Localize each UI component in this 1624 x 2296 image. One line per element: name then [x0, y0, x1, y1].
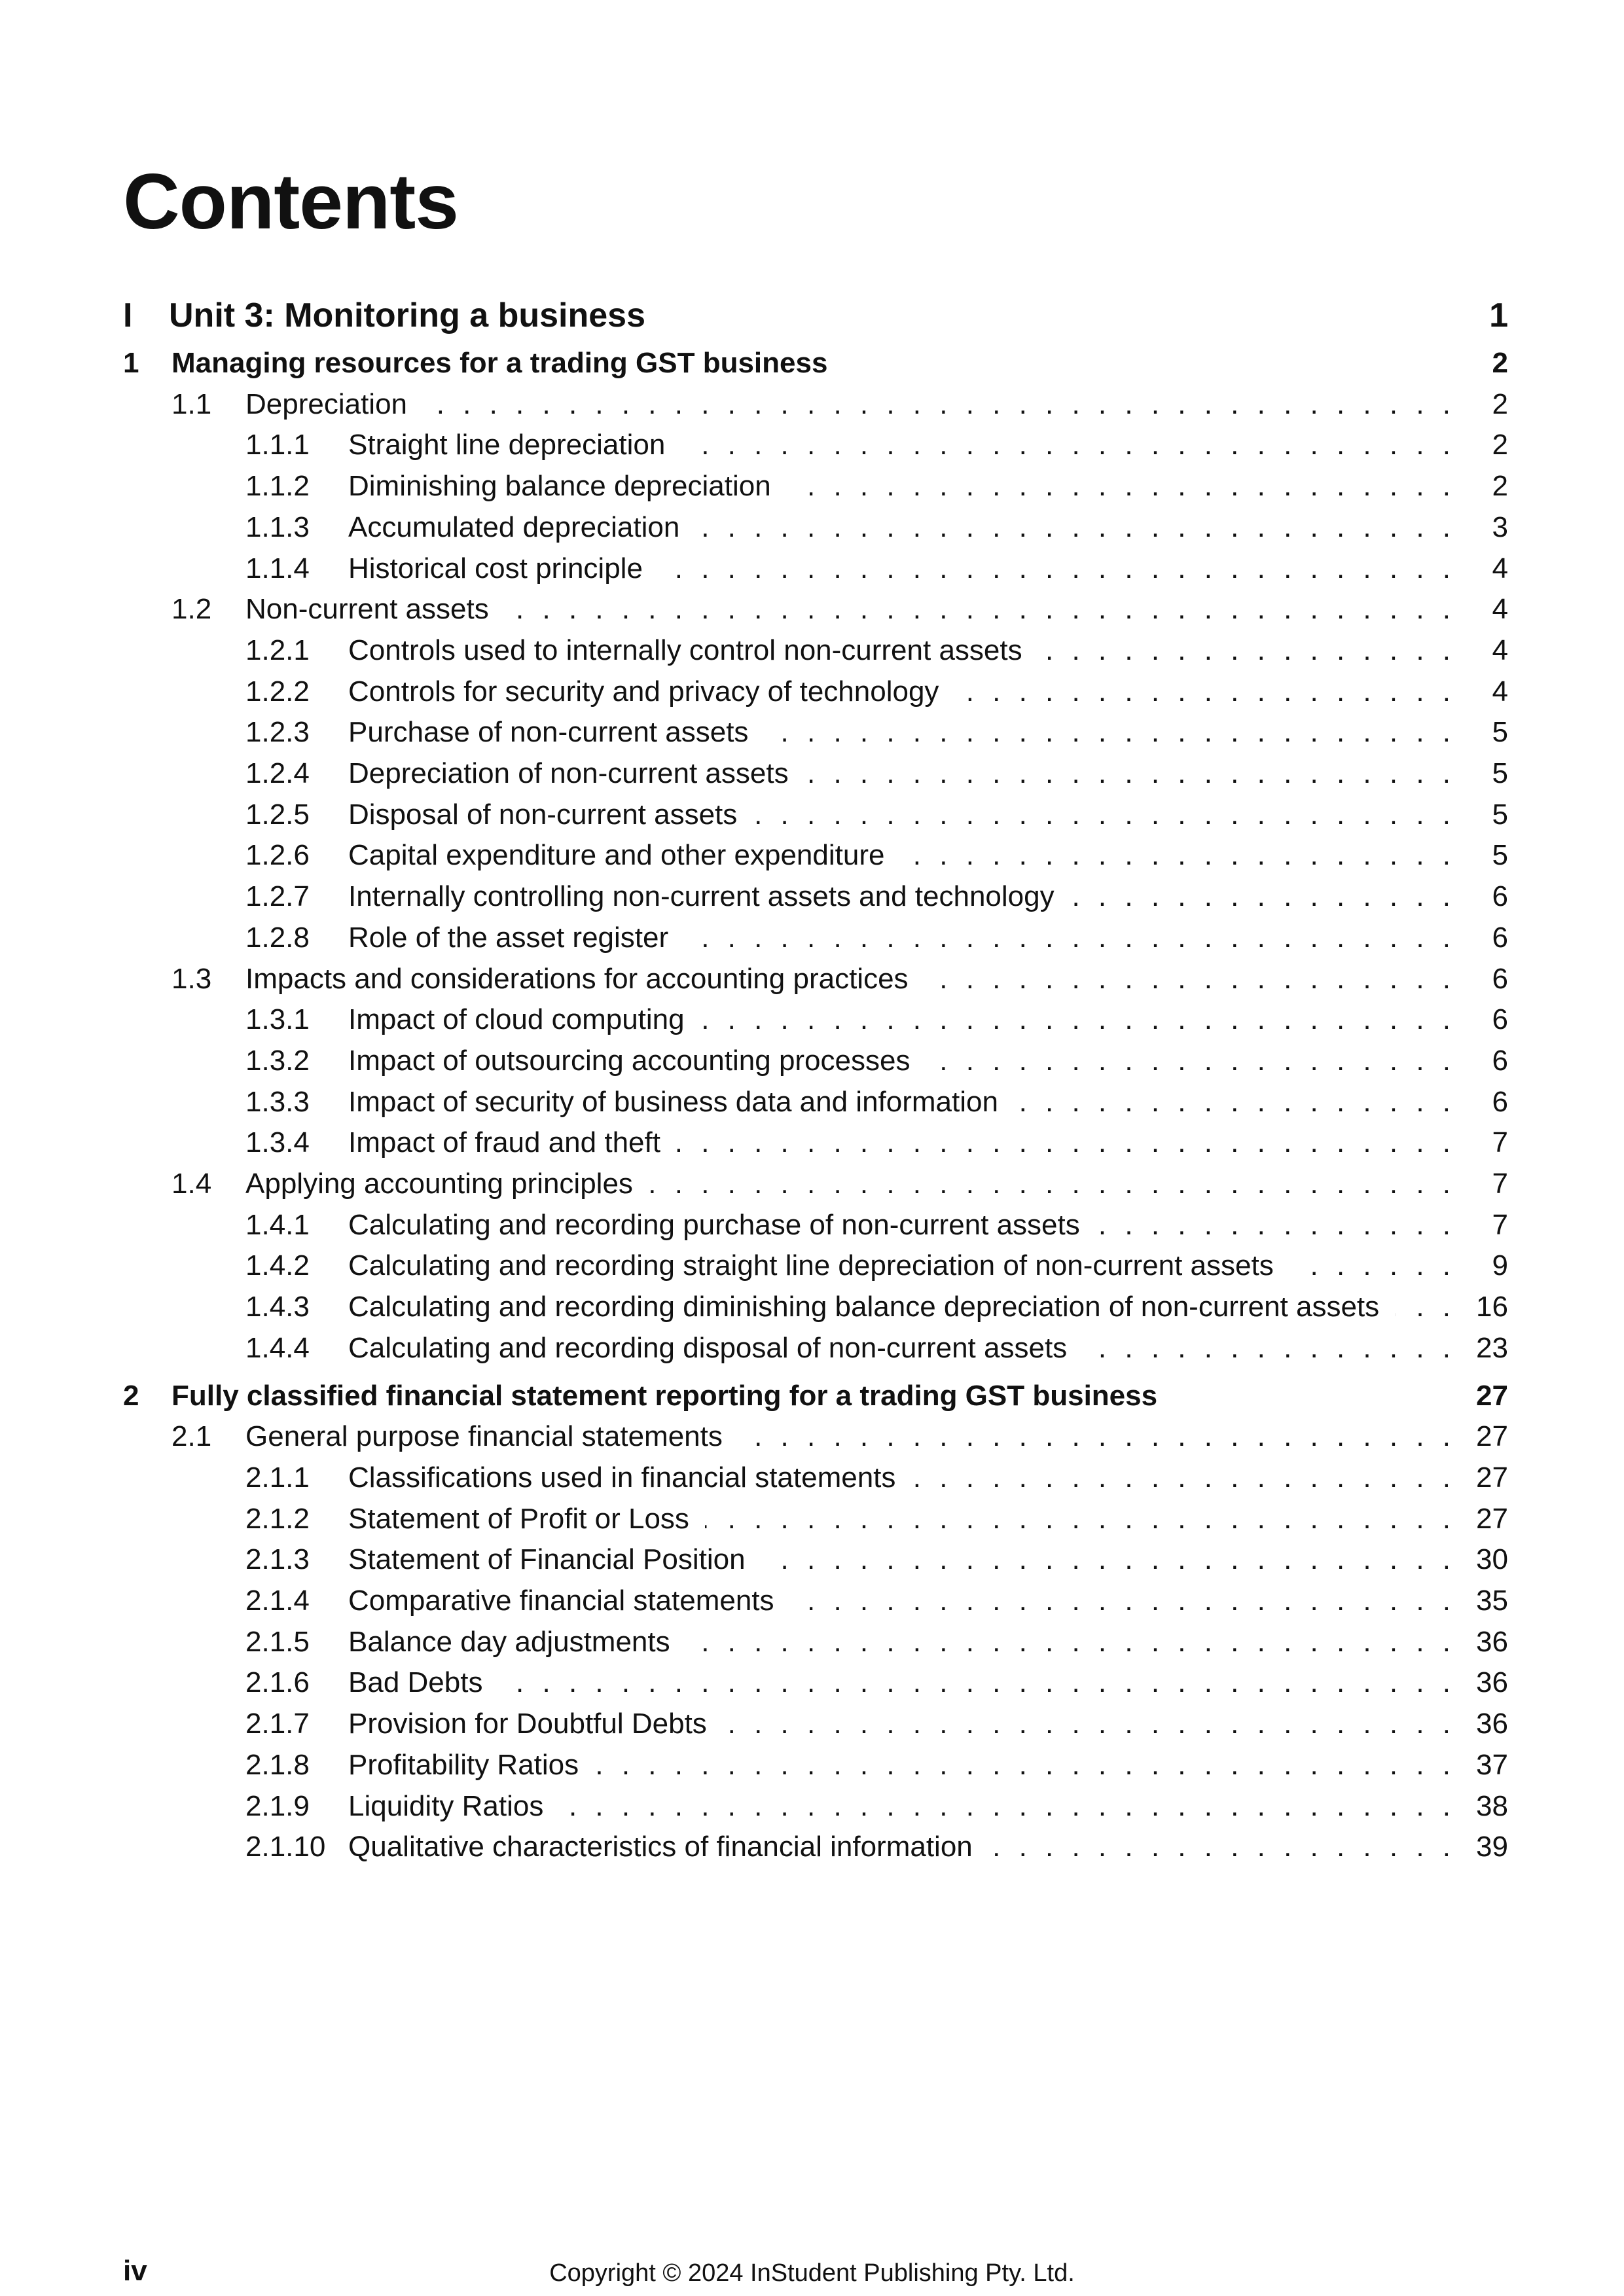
toc-entry-title: Impact of fraud and theft	[348, 1126, 660, 1159]
toc-subsection-entry[interactable]	[0, 503, 1624, 545]
toc-entry-number: 1.3.2	[245, 1044, 310, 1077]
dot-leader	[1096, 1211, 1456, 1240]
dot-leader	[684, 924, 1456, 952]
toc-entry-page: 39	[1476, 1831, 1508, 1863]
toc-subsection-entry[interactable]	[0, 791, 1624, 832]
toc-entry-number: 1.1.3	[245, 511, 310, 543]
toc-entry-page: 16	[1476, 1291, 1508, 1323]
toc-entry-page: 6	[1492, 1003, 1508, 1036]
toc-subsection-entry[interactable]	[0, 1618, 1624, 1659]
toc-entry-page: 38	[1476, 1789, 1508, 1822]
dot-leader	[1395, 1293, 1456, 1321]
toc-entry-title: Fully classified financial statement reporting for a trading GST business	[171, 1379, 1158, 1412]
toc-entry-number: 2.1.8	[245, 1748, 310, 1781]
dot-leader	[738, 1422, 1456, 1451]
toc-entry-page: 5	[1492, 757, 1508, 789]
toc-subsection-entry[interactable]	[0, 996, 1624, 1037]
toc-entry-title: Depreciation of non-current assets	[348, 757, 789, 789]
toc-subsection-entry[interactable]	[0, 1535, 1624, 1577]
toc-entry-title: Historical cost principle	[348, 552, 643, 584]
toc-subsection-entry[interactable]	[0, 421, 1624, 462]
dot-leader	[761, 1545, 1456, 1574]
dot-leader	[926, 1047, 1456, 1075]
toc-section-entry[interactable]	[0, 380, 1624, 422]
toc-entry-page: 5	[1492, 798, 1508, 831]
toc-entry-page: 2	[1492, 429, 1508, 461]
dot-leader	[764, 718, 1456, 747]
toc-entry-page: 36	[1476, 1708, 1508, 1740]
toc-subsection-entry[interactable]	[0, 1201, 1624, 1242]
dot-leader	[723, 1710, 1456, 1738]
toc-subsection-entry[interactable]	[0, 1078, 1624, 1119]
toc-section-entry[interactable]	[0, 1160, 1624, 1201]
toc-entry-page: 7	[1492, 1126, 1508, 1159]
toc-entry-title: Controls for security and privacy of technology	[348, 675, 939, 708]
toc-entry-number: 1.4.1	[245, 1208, 310, 1241]
toc-entry-title: Provision for Doubtful Debts	[348, 1708, 707, 1740]
toc-entry-title: Applying accounting principles	[245, 1168, 633, 1200]
toc-entry-number: 2.1	[171, 1420, 212, 1453]
toc-entry-number: 2.1.4	[245, 1585, 310, 1617]
toc-entry-page: 5	[1492, 716, 1508, 749]
toc-subsection-entry[interactable]	[0, 749, 1624, 791]
toc-entry-number: 1.2.4	[245, 757, 310, 789]
toc-entry-title: Role of the asset register	[348, 921, 669, 954]
toc-chapter-entry[interactable]	[0, 1372, 1624, 1413]
dot-leader	[594, 1751, 1456, 1780]
toc-entry-page: 30	[1476, 1543, 1508, 1576]
toc-subsection-entry[interactable]	[0, 914, 1624, 955]
toc-entry-page: 2	[1492, 347, 1508, 379]
toc-entry-number: 1.4.3	[245, 1291, 310, 1323]
toc-entry-page: 4	[1492, 675, 1508, 708]
toc-entry-page: 5	[1492, 839, 1508, 872]
toc-entry-page: 3	[1492, 511, 1508, 543]
dot-leader	[559, 1792, 1456, 1821]
toc-entry-page: 37	[1476, 1748, 1508, 1781]
dot-leader	[423, 390, 1456, 419]
dot-leader	[676, 1128, 1456, 1157]
toc-entry-page: 27	[1476, 1502, 1508, 1535]
toc-entry-number: 2.1.3	[245, 1543, 310, 1576]
dot-leader	[505, 595, 1456, 624]
dot-leader	[695, 513, 1456, 542]
toc-entry-title: Statement of Financial Position	[348, 1543, 746, 1576]
toc-subsection-entry[interactable]	[0, 462, 1624, 503]
toc-subsection-entry[interactable]	[0, 1454, 1624, 1495]
toc-entry-title: Profitability Ratios	[348, 1748, 579, 1781]
toc-subsection-entry[interactable]	[0, 1037, 1624, 1078]
toc-entry-page: 7	[1492, 1208, 1508, 1241]
dot-leader	[753, 800, 1456, 829]
toc-entry-number: 2.1.2	[245, 1502, 310, 1535]
toc-entry-title: Internally controlling non-current assets and technology	[348, 880, 1055, 913]
toc-subsection-entry[interactable]	[0, 1324, 1624, 1365]
toc-entry-number: 1.2.7	[245, 880, 310, 913]
toc-entry-title: Non-current assets	[245, 593, 489, 626]
toc-part-heading[interactable]	[0, 289, 1624, 335]
toc-entry-title: Controls used to internally control non-current assets	[348, 634, 1022, 666]
toc-entry-page: 2	[1492, 387, 1508, 420]
toc-chapter-entry[interactable]	[0, 339, 1624, 380]
toc-subsection-entry[interactable]	[0, 1659, 1624, 1700]
copyright-notice: Copyright © 2024 InStudent Publishing Pty. Ltd.	[549, 2259, 1075, 2287]
toc-entry-number: 1	[123, 347, 139, 379]
toc-entry-number: 2	[123, 1379, 139, 1412]
toc-entry-title: Depreciation	[245, 387, 408, 420]
toc-entry-number: 1.3	[171, 962, 212, 995]
page-title: Contents	[123, 158, 458, 245]
dot-leader	[900, 841, 1456, 870]
toc-subsection-entry[interactable]	[0, 708, 1624, 749]
toc-subsection-entry[interactable]	[0, 872, 1624, 914]
toc-entry-title: Impacts and considerations for accounting practices	[245, 962, 909, 995]
toc-entry-title: Purchase of non-current assets	[348, 716, 749, 749]
toc-entry-number: 1.3.1	[245, 1003, 310, 1036]
dot-leader	[1083, 1334, 1456, 1363]
dot-leader	[681, 431, 1456, 459]
toc-entry-title: Accumulated depreciation	[348, 511, 680, 543]
toc-entry-number: 1.1	[171, 387, 212, 420]
toc-subsection-entry[interactable]	[0, 1577, 1624, 1618]
toc-entry-number: 2.1.5	[245, 1625, 310, 1658]
toc-entry-page: 6	[1492, 921, 1508, 954]
toc-subsection-entry[interactable]	[0, 1119, 1624, 1160]
toc-entry-page: 27	[1476, 1379, 1508, 1412]
toc-entry-page: 23	[1476, 1331, 1508, 1364]
toc-entry-page: 4	[1492, 552, 1508, 584]
toc-subsection-entry[interactable]	[0, 1823, 1624, 1864]
page-folio: iv	[123, 2255, 147, 2287]
toc-entry-number: 2.1.9	[245, 1789, 310, 1822]
dot-leader	[1290, 1251, 1456, 1280]
page-footer	[0, 2248, 1624, 2287]
toc-entry-title: Straight line depreciation	[348, 429, 666, 461]
toc-entry-number: 2.1.10	[245, 1831, 326, 1863]
toc-entry-page: 35	[1476, 1585, 1508, 1617]
toc-entry-number: 1.2	[171, 593, 212, 626]
toc-entry-title: Unit 3: Monitoring a business	[169, 296, 646, 334]
toc-entry-page: 9	[1492, 1249, 1508, 1282]
toc-entry-title: Classifications used in financial statements	[348, 1461, 896, 1494]
toc-entry-title: General purpose financial statements	[245, 1420, 723, 1453]
toc-entry-title: Capital expenditure and other expenditure	[348, 839, 885, 872]
toc-entry-number: I	[123, 296, 133, 334]
dot-leader	[790, 1587, 1456, 1615]
dot-leader	[686, 1628, 1456, 1657]
toc-subsection-entry[interactable]	[0, 545, 1624, 586]
toc-section-entry[interactable]	[0, 1412, 1624, 1454]
toc-entry-page: 6	[1492, 962, 1508, 995]
toc-entry-number: 1.2.8	[245, 921, 310, 954]
toc-subsection-entry[interactable]	[0, 1283, 1624, 1324]
toc-subsection-entry[interactable]	[0, 831, 1624, 872]
toc-entry-page: 27	[1476, 1420, 1508, 1453]
toc-entry-title: Calculating and recording diminishing balance depreciation of non-current assets	[348, 1291, 1380, 1323]
toc-entry-title: Bad Debts	[348, 1666, 483, 1699]
toc-section-entry[interactable]	[0, 585, 1624, 626]
toc-entry-number: 1.1.2	[245, 470, 310, 503]
toc-entry-number: 1.2.6	[245, 839, 310, 872]
toc-subsection-entry[interactable]	[0, 1242, 1624, 1283]
toc-entry-title: Qualitative characteristics of financial information	[348, 1831, 973, 1863]
toc-entry-page: 36	[1476, 1625, 1508, 1658]
toc-entry-page: 7	[1492, 1168, 1508, 1200]
toc-entry-title: Impact of cloud computing	[348, 1003, 685, 1036]
toc-subsection-entry[interactable]	[0, 626, 1624, 668]
dot-leader	[1070, 882, 1456, 911]
dot-leader	[804, 759, 1456, 788]
toc-subsection-entry[interactable]	[0, 668, 1624, 709]
dot-leader	[787, 472, 1456, 501]
dot-leader	[924, 965, 1456, 994]
toc-entry-page: 4	[1492, 634, 1508, 666]
toc-entry-number: 1.3.3	[245, 1085, 310, 1118]
dot-leader	[700, 1005, 1456, 1034]
toc-entry-page: 4	[1492, 593, 1508, 626]
toc-entry-title: Impact of security of business data and information	[348, 1085, 998, 1118]
toc-entry-title: Calculating and recording disposal of non-current assets	[348, 1331, 1068, 1364]
toc-entry-title: Balance day adjustments	[348, 1625, 670, 1658]
toc-entry-title: Diminishing balance depreciation	[348, 470, 771, 503]
toc-entry-page: 2	[1492, 470, 1508, 503]
toc-entry-title: Calculating and recording straight line depreciation of non-current assets	[348, 1249, 1274, 1282]
toc-entry-page: 27	[1476, 1461, 1508, 1494]
dot-leader	[988, 1833, 1456, 1861]
toc-subsection-entry[interactable]	[0, 1495, 1624, 1536]
toc-subsection-entry[interactable]	[0, 1741, 1624, 1782]
dot-leader	[498, 1668, 1456, 1697]
toc-entry-number: 1.4	[171, 1168, 212, 1200]
toc-entry-number: 2.1.6	[245, 1666, 310, 1699]
toc-entry-number: 2.1.1	[245, 1461, 310, 1494]
toc-section-entry[interactable]	[0, 955, 1624, 996]
toc-entry-number: 1.4.4	[245, 1331, 310, 1364]
toc-entry-title: Calculating and recording purchase of non-current assets	[348, 1208, 1080, 1241]
toc-subsection-entry[interactable]	[0, 1700, 1624, 1741]
toc-entry-number: 1.3.4	[245, 1126, 310, 1159]
dot-leader	[911, 1463, 1456, 1492]
toc-entry-number: 1.2.2	[245, 675, 310, 708]
toc-entry-page: 6	[1492, 1044, 1508, 1077]
toc-entry-number: 1.2.1	[245, 634, 310, 666]
toc-entry-title: Impact of outsourcing accounting processes	[348, 1044, 911, 1077]
dot-leader	[1038, 636, 1456, 665]
dot-leader	[659, 554, 1456, 583]
toc-entry-title: Managing resources for a trading GST business	[171, 347, 828, 379]
toc-entry-number: 1.1.1	[245, 429, 310, 461]
dot-leader	[705, 1505, 1456, 1534]
toc-subsection-entry[interactable]	[0, 1782, 1624, 1823]
toc-entry-title: Disposal of non-current assets	[348, 798, 738, 831]
toc-entry-title: Comparative financial statements	[348, 1585, 774, 1617]
dot-leader	[1014, 1088, 1456, 1117]
toc-entry-title: Liquidity Ratios	[348, 1789, 544, 1822]
toc-entry-title: Statement of Profit or Loss	[348, 1502, 689, 1535]
toc-entry-number: 2.1.7	[245, 1708, 310, 1740]
toc-entry-number: 1.4.2	[245, 1249, 310, 1282]
toc-entry-page: 36	[1476, 1666, 1508, 1699]
dot-leader	[649, 1170, 1456, 1198]
dot-leader	[954, 677, 1456, 706]
toc-entry-page: 6	[1492, 880, 1508, 913]
toc-entry-page: 6	[1492, 1085, 1508, 1118]
toc-entry-page: 1	[1489, 296, 1508, 334]
toc-entry-number: 1.2.5	[245, 798, 310, 831]
toc-entry-number: 1.2.3	[245, 716, 310, 749]
toc-entry-number: 1.1.4	[245, 552, 310, 584]
